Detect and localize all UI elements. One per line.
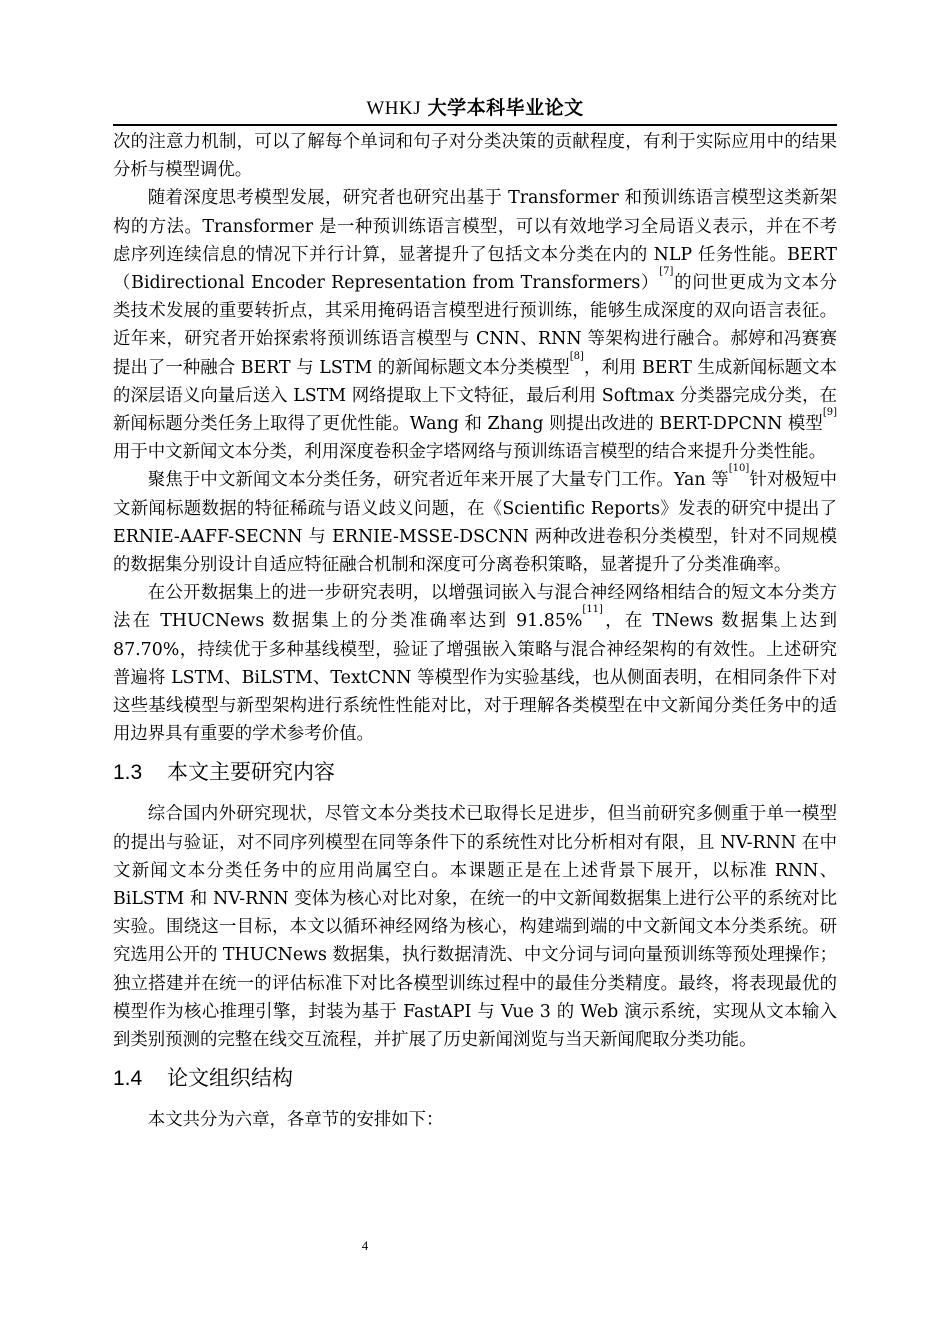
paragraph-text: 用于中文新闻文本分类，利用深度卷积金字塔网络与预训练语言模型的结合来提升分类性能。 (113, 442, 827, 463)
citation-7: [7] (659, 266, 674, 278)
section-number: 1.3 (113, 761, 143, 785)
paragraph-text: 在公开数据集上的进一步研究表明，以增强词嵌入与混合神经网络相结合的短文本分类方法在 THUCNews 数据集上的分类准确率达到 91.85% (113, 583, 837, 632)
paragraph-text: 综合国内外研究现状，尽管文本分类技术已取得长足进步，但当前研究多侧重于单一模型的提出与验证，对不同序列模型在同等条件下的系统性对比分析相对有限，且 NV-RNN 在中文新闻文本分类任务中的应用尚属空白。本课题正是在上述背景下展开，以标准 RNN、BiLSTM 和 NV-RNN 变体为核心对比对象，在统一的中文新闻数据集上进行公平的系统对比实验。围绕这一目标，本文以循环神经网络为核心，构建端到端的中文新闻文本分类系统。研究选用公开的 THUCNews 数据集，执行数据清洗、中文分词与词向量预训练等预处理操作；独立搭建并在统一的评估标准下对比各模型训练过程中的最佳分类精度。最终，将表现最优的模型作为核心推理引擎，封装为基于 FastAPI 与 Vue 3 的 Web 演示系统，实现从文本输入到类别预测的完整在线交互流程，并扩展了历史新闻浏览与当天新闻爬取分类功能。 (113, 804, 837, 1051)
citation-8: [8] (569, 350, 584, 362)
paragraph-text: 次的注意力机制，可以了解每个单词和句子对分类决策的贡献程度，有利于实际应用中的结果分析与模型调优。 (113, 132, 837, 181)
section-heading-1-3 (113, 757, 837, 788)
paragraph-public-datasets (113, 579, 837, 748)
paragraph-text: 针对极短中文新闻标题数据的特征稀疏与语义歧义问题，在《Scientific Reports》发表的研究中提出了 ERNIE-AAFF-SECNN 与 ERNIE-MSSE-DSCNN 两种改进卷积分类模型，针对不同规模的数据集分别设计自适应特征融合机制和深度可分离卷积策略，显著提升了分类准确率。 (113, 470, 837, 576)
paragraph-organization (113, 1106, 837, 1134)
paragraph-chinese-news (113, 463, 837, 579)
page-number: 4 (361, 1238, 369, 1253)
header-rule (113, 124, 837, 126)
running-header (113, 96, 837, 122)
citation-10: [10] (728, 463, 750, 475)
paragraph-text: 的问世更成为文本分类技术发展的重要转折点，其采用掩码语言模型进行预训练，能够生成深度的双向语言表征。近年来，研究者开始探索将预训练语言模型与 CNN、RNN 等架构进行融合。郝婷和冯赛赛提出了一种融合 BERT 与 LSTM 的新闻标题文本分类模型 (113, 273, 837, 378)
paragraph-text: 本文共分为六章，各章节的安排如下： (147, 1110, 444, 1131)
section-number: 1.4 (113, 1067, 143, 1091)
paragraph-continuation (113, 128, 837, 184)
page-body (113, 128, 837, 1135)
header-title: 大学本科毕业论文 (427, 97, 584, 119)
paragraph-text: ，在 TNews 数据集上达到 87.70%，持续优于多种基线模型，验证了增强嵌入策略与混合神经架构的有效性。上述研究普遍将 LSTM、BiLSTM、TextCNN 等模型作为实验基线，也从侧面表明，在相同条件下对这些基线模型与新型架构进行系统性性能对比，对于理解各类模型在中文新闻分类任务中的适用边界具有重要的学术参考价值。 (113, 611, 837, 745)
paragraph-text: ，利用 BERT 生成新闻标题文本的深层语义向量后送入 LSTM 网络提取上下文特征，最后利用 Softmax 分类器完成分类，在新闻标题分类任务上取得了更优性能。Wang 和 Zhang 则提出改进的 BERT-DPCNN 模型 (113, 357, 837, 435)
citation-11: [11] (582, 604, 603, 616)
paragraph-research-content (113, 800, 837, 1054)
citation-9: [9] (822, 407, 837, 419)
header-latin: WHKJ (366, 98, 422, 119)
paragraph-text: 聚焦于中文新闻文本分类任务，研究者近年来开展了大量专门工作。Yan 等 (147, 470, 729, 491)
section-title: 本文主要研究内容 (167, 760, 335, 785)
paragraph-transformer (113, 184, 837, 466)
paragraph-text: 随着深度思考模型发展，研究者也研究出基于 Transformer 和预训练语言模型这类新架构的方法。Transformer 是一种预训练语言模型，可以有效地学习全局语义表示，并在不考虑序列连续信息的情况下并行计算，显著提升了包括文本分类在内的 NLP 任务性能。BERT（Bidirectional Encoder Representation from Transformers） (113, 188, 837, 294)
section-heading-1-4 (113, 1063, 837, 1094)
section-title: 论文组织结构 (167, 1066, 293, 1091)
